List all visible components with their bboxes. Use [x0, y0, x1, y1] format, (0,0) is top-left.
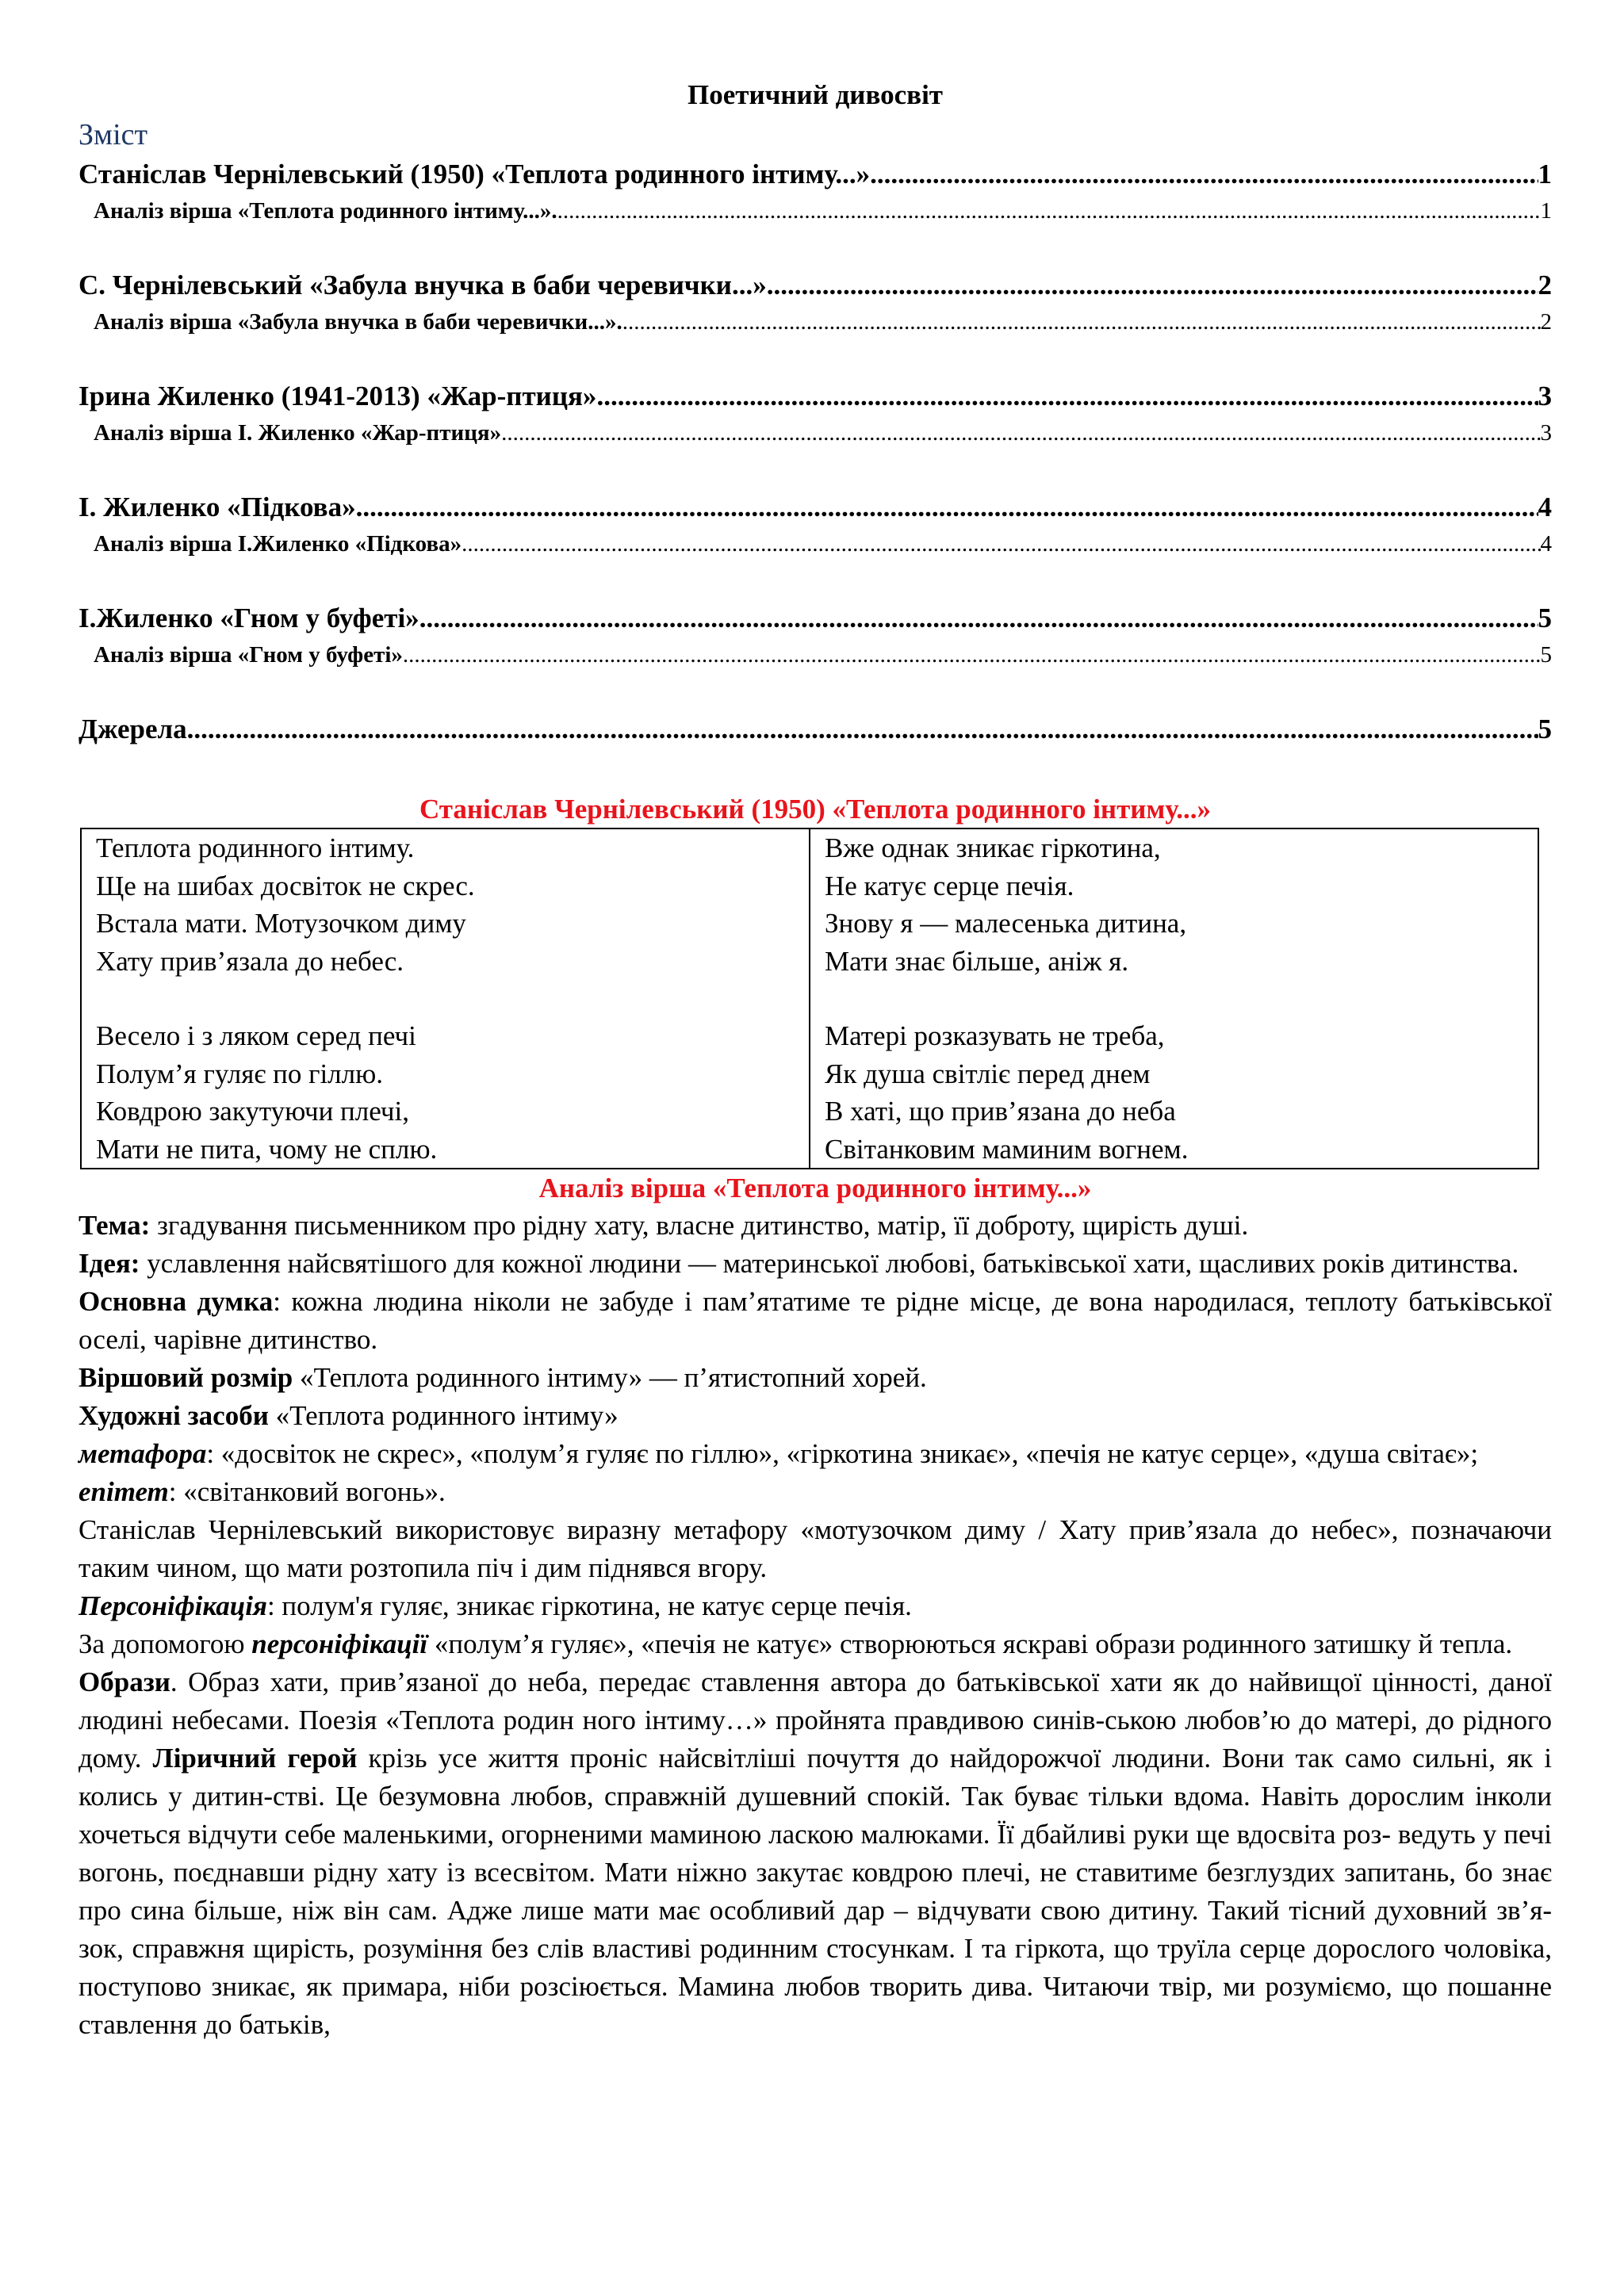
poem-line: Ковдрою закутуючи плечі,: [96, 1096, 409, 1127]
poem-left-column: [81, 828, 810, 1169]
means-label: Художні засоби: [79, 1400, 269, 1431]
toc-leader-dots: [356, 488, 1538, 527]
toc-leader-dots: [557, 194, 1541, 228]
main-idea-label: Основна думка: [79, 1286, 274, 1317]
images-text-continued: крізь усе життя проніс найсвітліші почуття до найдорожчої людини. Вони так само сильні, як і колись у дитин-стві. Це безумовна любов, справжній душевний спокій. Так буває тільки вдома. Навіть дорослим інколи хочеться відчути себе маленькими, огорненими маминою ласкою малюками. Її дбайливі руки ще вдосвіта роз- ведуть у печі вогонь, поєднавши рідну хату із всесвітом. Мати ніжно закутає ковдрою плечі, не ставитиме безглуздих запитань, бо знає про сина більше, ніж він сам. Адже лише мати має особливий дар – відчувати свою дитину. Такий тісний духовний зв’я-зок, справжня щирість, розуміння без слів властиві родинним стосункам. І та гіркота, що труїла серце дорослого чоловіка, поступово зникає, як примара, ніби розсіюється. Мамина любов творить дива. Читаючи твір, ми розуміємо, що пошанне ставлення до батьків,: [79, 1743, 1552, 2040]
text-span: «полум’я гуляє», «печія не катує» створюються яскраві образи родинного затишку й тепла.: [427, 1628, 1513, 1659]
images-paragraph: [79, 1663, 1552, 2044]
toc-entry-title: Ірина Жиленко (1941-2013) «Жар-птиця»: [79, 381, 597, 411]
personification-explanation: [79, 1625, 1552, 1663]
personification-label: Персоніфікація: [79, 1590, 267, 1621]
toc-leader-dots: [419, 599, 1538, 638]
toc-entry-title: Джерела: [79, 714, 187, 744]
poem-line: Ще на шибах досвіток не скрес.: [96, 870, 475, 901]
table-of-contents: [79, 155, 1552, 749]
toc-entry-title: Аналіз вірша «Теплота родинного інтиму...».: [94, 198, 557, 224]
toc-leader-dots: [462, 527, 1540, 561]
toc-entry-title: С. Чернілевський «Забула внучка в баби черевички...».: [79, 270, 774, 300]
poem-table: [80, 828, 1539, 1169]
toc-page-number: 5: [1538, 603, 1552, 633]
toc-entry[interactable]: [79, 266, 1552, 305]
theme-text: згадування письменником про рідну хату, власне дитинство, матір, її доброту, щирість душі.: [150, 1210, 1249, 1241]
epithet-label: епітет: [79, 1476, 169, 1507]
toc-leader-dots: [596, 377, 1538, 416]
metaphor-paragraph: [79, 1435, 1552, 1473]
toc-entry-title: Аналіз вірша «Гном у буфеті»: [94, 642, 403, 668]
poem-line: Теплота родинного інтиму.: [96, 832, 415, 863]
toc-leader-dots: [622, 305, 1541, 339]
poem-line: Весело і з ляком серед печі: [96, 1020, 416, 1051]
toc-entry[interactable]: [79, 377, 1552, 416]
toc-entry-title: І.Жиленко «Гном у буфеті»: [79, 603, 419, 633]
poem-line: Полум’я гуляє по гіллю.: [96, 1058, 384, 1089]
poem-line: В хаті, що прив’язана до неба: [825, 1096, 1176, 1127]
toc-subentry[interactable]: [79, 416, 1552, 450]
poem-line: Вже однак зникає гіркотина,: [825, 832, 1161, 863]
idea-text: уславлення найсвятішого для кожної людини — материнської любові, батьківської хати, щасливих років дитинства.: [140, 1248, 1519, 1279]
meter-text: «Теплота родинного інтиму» — п’ятистопний хорей.: [293, 1362, 927, 1393]
personification-paragraph: [79, 1587, 1552, 1625]
toc-page-number: 5: [1540, 642, 1552, 668]
main-idea-paragraph: [79, 1283, 1552, 1359]
toc-entry[interactable]: [79, 599, 1552, 638]
toc-subentry[interactable]: [79, 305, 1552, 339]
metaphor-text: : «досвіток не скрес», «полум’я гуляє по гіллю», «гіркотина зникає», «печія не катує серце», «душа світає»;: [206, 1438, 1479, 1469]
poem-line: Мати знає більше, аніж я.: [825, 945, 1129, 977]
document-title: Поетичний дивосвіт: [688, 79, 943, 110]
epithet-text: : «світанковий вогонь».: [168, 1476, 446, 1507]
images-text: . Образ хати, прив’язаної до неба, передає ставлення автора до батьківської хати як до найвищої цінності, даної людині небесами. Поезія «Теплота родин ного інтиму…» пройнята правдивою синів-ською любов’ю до матері, до рідного дому.: [79, 1667, 1552, 1774]
meter-label: Віршовий розмір: [79, 1362, 293, 1393]
main-idea-text: : кожна людина ніколи не забуде і пам’ятатиме те рідне місце, де вона народилася, теплоту батьківської оселі, чарівне дитинство.: [79, 1286, 1553, 1355]
content: [79, 75, 1552, 2044]
toc-page-number: 3: [1538, 381, 1552, 411]
poem-line: Мати не пита, чому не сплю.: [96, 1133, 438, 1165]
personification-term: персоніфікації: [251, 1628, 428, 1659]
metaphor-explanation: Станіслав Чернілевський використовує виразну метафору «мотузочком диму / Хату прив’язала до небес», позначаючи таким чином, що мати розтопила піч і дим піднявся вгору.: [79, 1514, 1552, 1583]
text-span: За допомогою: [79, 1628, 252, 1659]
epithet-paragraph: [79, 1473, 1552, 1511]
toc-heading: Зміст: [79, 118, 148, 151]
poem-line: Як душа світліє перед днем: [825, 1058, 1151, 1089]
poem-line: Знову я — малесенька дитина,: [825, 908, 1187, 939]
theme-paragraph: [79, 1207, 1552, 1245]
toc-subentry[interactable]: [79, 194, 1552, 228]
toc-entry-title: Аналіз вірша «Забула внучка в баби черевички...».: [94, 309, 622, 335]
toc-leader-dots: [501, 416, 1540, 450]
toc-leader-dots: [773, 266, 1538, 305]
toc-subentry[interactable]: [79, 638, 1552, 672]
toc-page-number: 4: [1540, 531, 1552, 557]
metaphor-label: метафора: [79, 1438, 207, 1469]
toc-page-number: 3: [1540, 420, 1552, 446]
poem-right-column: [810, 828, 1538, 1169]
poem-title: Станіслав Чернілевський (1950) «Теплота родинного інтиму...»: [419, 794, 1212, 825]
poem-line: Матері розказувать не треба,: [825, 1020, 1165, 1051]
toc-entry-title: Станіслав Чернілевський (1950) «Теплота родинного інтиму...»: [79, 159, 871, 189]
means-paragraph: [79, 1397, 1552, 1435]
poem-line: Хату прив’язала до небес.: [96, 945, 404, 977]
toc-page-number: 5: [1538, 714, 1552, 744]
toc-entry[interactable]: [79, 155, 1552, 194]
toc-page-number: 2: [1538, 270, 1552, 300]
poem-line: Встала мати. Мотузочком диму: [96, 908, 466, 939]
personification-text: : полум'я гуляє, зникає гіркотина, не катує серце печія.: [266, 1590, 912, 1621]
toc-subentry[interactable]: [79, 527, 1552, 561]
toc-entry[interactable]: [79, 488, 1552, 527]
toc-page-number: 1: [1540, 198, 1552, 224]
means-text: «Теплота родинного інтиму»: [268, 1400, 619, 1431]
toc-leader-dots: [870, 155, 1538, 194]
meter-paragraph: [79, 1359, 1552, 1397]
toc-page-number: 1: [1538, 159, 1552, 189]
idea-label: Ідея:: [79, 1248, 140, 1279]
toc-entry-title: І. Жиленко «Підкова»: [79, 492, 356, 522]
toc-page-number: 4: [1538, 492, 1552, 522]
idea-paragraph: [79, 1245, 1552, 1283]
toc-leader-dots: [187, 710, 1538, 749]
toc-entry-title: Аналіз вірша І. Жиленко «Жар-птиця»: [94, 420, 502, 446]
toc-entry-title: Аналіз вірша І.Жиленко «Підкова»: [94, 531, 462, 557]
toc-leader-dots: [403, 638, 1541, 672]
poem-line: Світанковим маминим вогнем.: [825, 1133, 1189, 1165]
poem-line: Не катує серце печія.: [825, 870, 1074, 901]
lyrical-hero-label: Ліричний герой: [152, 1743, 358, 1774]
toc-page-number: 2: [1540, 309, 1552, 335]
theme-label: Тема:: [79, 1210, 151, 1241]
images-label: Образи: [79, 1667, 170, 1697]
toc-entry[interactable]: [79, 710, 1552, 749]
analysis-title: Аналіз вірша «Теплота родинного інтиму...»: [538, 1173, 1092, 1203]
